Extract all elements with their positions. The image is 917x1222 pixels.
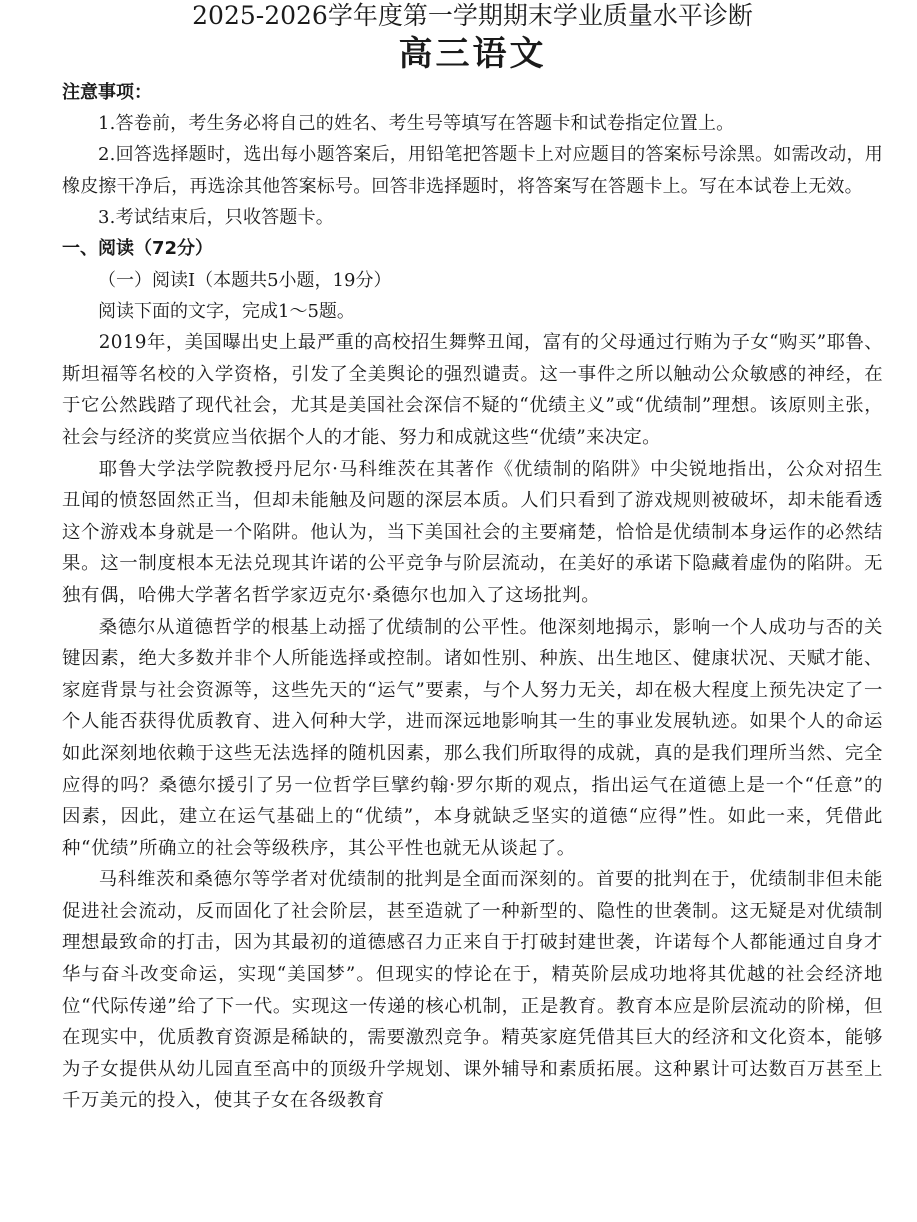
passage-paragraph: 桑德尔从道德哲学的根基上动摇了优绩制的公平性。他深刻地揭示，影响一个人成功与否的关键因素，绝大多数并非个人所能选择或控制。诸如性别、种族、出生地区、健康状况、天赋才能、家庭背景与社会资源等，这些先天的“运气”要素，与个人努力无关，却在极大程度上预先决定了一个人能否获得优质教育、进入何种大学，进而深远地影响其一生的事业发展轨迹。如果个人的命运如此深刻地依赖于这些无法选择的随机因素，那么我们所取得的成就，真的是我们理所当然、完全应得的吗？桑德尔援引了另一位哲学巨擘约翰·罗尔斯的观点，指出运气在道德上是一个“任意”的因素，因此，建立在运气基础上的“优绩”，本身就缺乏坚实的道德“应得”性。如此一来，凭借此种“优绩”所确立的社会等级秩序，其公平性也就无从谈起了。 [62, 616, 883, 859]
notice-block [62, 78, 883, 233]
section-subheading: （一）阅读Ⅰ（本题共5小题，19分） [98, 270, 392, 292]
section-heading: 一、阅读（72分） [62, 238, 214, 260]
notice-item: 3.考试结束后，只收答题卡。 [98, 206, 334, 228]
notice-item: 1.答卷前，考生务必将自己的姓名、考生号等填写在答题卡和试卷指定位置上。 [98, 113, 735, 134]
exam-title: 2025-2026学年度第一学期期末学业质量水平诊断 [192, 1, 753, 30]
subject-title: 高三语文 [398, 34, 547, 74]
passage-paragraph: 2019年，美国曝出史上最严重的高校招生舞弊丑闻，富有的父母通过行贿为子女“购买”耶鲁、斯坦福等名校的入学资格，引发了全美舆论的强烈谴责。这一事件之所以触动公众敏感的神经，在于它公然践踏了现代社会，尤其是美国社会深信不疑的“优绩主义”或“优绩制”理想。该原则主张，社会与经济的奖赏应当依据个人的才能、努力和成就这些“优绩”来决定。 [62, 332, 883, 448]
passage-paragraph: 马科维茨和桑德尔等学者对优绩制的批判是全面而深刻的。首要的批判在于，优绩制非但未能促进社会流动，反而固化了社会阶层，甚至造就了一种新型的、隐性的世袭制。这无疑是对优绩制理想最致命的打击，因为其最初的道德感召力正来自于打破封建世袭，许诺每个人都能通过自身才华与奋斗改变命运，实现“美国梦”。但现实的悖论在于，精英阶层成功地将其优越的社会经济地位“代际传递”给了下一代。实现这一传递的核心机制，正是教育。教育本应是阶层流动的阶梯，但在现实中，优质教育资源是稀缺的，需要激烈竞争。精英家庭凭借其巨大的经济和文化资本，能够为子女提供从幼儿园直至高中的顶级升学规划、课外辅导和素质拓展。这种累计可达数百万甚至上千万美元的投入，使其子女在各级教育 [62, 869, 883, 1112]
notice-item: 2.回答选择题时，选出每小题答案后，用铅笔把答题卡上对应题目的答案标号涂黑。如需改动，用橡皮擦干净后，再选涂其他答案标号。回答非选择题时，将答案写在答题卡上。写在本试卷上无效。 [62, 144, 883, 197]
section-instruction: 阅读下面的文字，完成1～5题。 [98, 301, 355, 323]
notice-heading: 注意事项： [62, 82, 152, 103]
passage-paragraph: 耶鲁大学法学院教授丹尼尔·马科维茨在其著作《优绩制的陷阱》中尖锐地指出，公众对招生丑闻的愤怒固然正当，但却未能触及问题的深层本质。人们只看到了游戏规则被破坏，却未能看透这个游戏本身就是一个陷阱。他认为，当下美国社会的主要痛楚，恰恰是优绩制本身运作的必然结果。这一制度根本无法兑现其许诺的公平竞争与阶层流动，在美好的承诺下隐藏着虚伪的陷阱。无独有偶，哈佛大学著名哲学家迈克尔·桑德尔也加入了这场批判。 [62, 458, 883, 606]
reading-section [62, 233, 883, 1117]
